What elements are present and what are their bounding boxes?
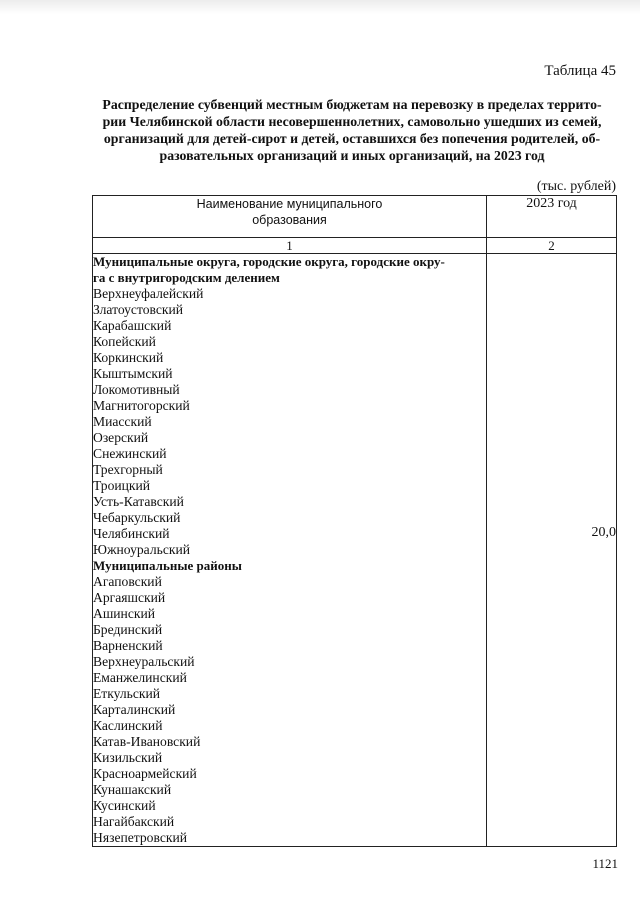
column-header-line: образования: [252, 213, 327, 227]
municipality-name: Варненский: [93, 638, 163, 653]
municipality-name: Кусинский: [93, 798, 156, 813]
title-line: разовательных организаций и иных организаций, на 2023 год: [159, 148, 545, 163]
municipality-name: Нязепетровский: [93, 830, 188, 845]
group-title: га с внутригородским делением: [93, 270, 280, 285]
municipality-name: Каслинский: [93, 718, 163, 733]
group-title: Муниципальные районы: [93, 558, 242, 573]
municipality-name: Южноуральский: [93, 542, 191, 557]
header-row: [93, 196, 617, 238]
municipality-name: Златоустовский: [93, 302, 184, 317]
municipality-name: Усть-Катавский: [93, 494, 184, 509]
municipality-name: Еткульский: [93, 686, 161, 701]
municipality-name: Миасский: [93, 414, 152, 429]
municipality-name: Магнитогорский: [93, 398, 190, 413]
municipality-name: Ашинский: [93, 606, 156, 621]
column-number-row: [93, 238, 617, 254]
subsidy-table: [92, 195, 617, 847]
municipality-name: Локомотивный: [93, 382, 180, 397]
municipality-name: Кунашакский: [93, 782, 172, 797]
page-number: 1121: [592, 856, 618, 871]
group-title: Муниципальные округа, городские округа, городские окру-: [93, 254, 445, 269]
table-title: [88, 96, 616, 164]
municipality-name: Брединский: [93, 622, 163, 637]
municipality-list: [93, 254, 487, 847]
municipality-name: Троицкий: [93, 478, 151, 493]
municipality-name: Трехгорный: [93, 462, 163, 477]
title-line: организаций для детей-сирот и детей, оставшихся без попечения родителей, об-: [103, 131, 601, 146]
municipality-name: Верхнеуфалейский: [93, 286, 204, 301]
column-number-1: 1: [93, 238, 487, 254]
municipality-name: Красноармейский: [93, 766, 197, 781]
municipality-name: Агаповский: [93, 574, 162, 589]
municipality-name: Аргаяшский: [93, 590, 166, 605]
municipality-name: Кизильский: [93, 750, 163, 765]
column-number-2: 2: [487, 238, 617, 254]
municipality-name: Кыштымский: [93, 366, 173, 381]
table-number: Таблица 45: [544, 63, 616, 79]
column-header-year: 2023 год: [487, 196, 617, 238]
subsidy-value: 20,0: [591, 525, 616, 540]
municipality-name: Чебаркульский: [93, 510, 181, 525]
municipality-name: Снежинский: [93, 446, 167, 461]
municipality-name: Нагайбакский: [93, 814, 175, 829]
municipality-name: Верхнеуральский: [93, 654, 195, 669]
scan-edge-shadow: [0, 0, 640, 14]
subsidy-value-cell: [487, 254, 617, 847]
body-row: [93, 254, 617, 847]
column-header-municipality: [93, 196, 487, 238]
municipality-name: Карабашский: [93, 318, 172, 333]
municipality-name: Еманжелинский: [93, 670, 187, 685]
municipality-name: Катав-Ивановский: [93, 734, 201, 749]
municipality-name: Челябинский: [93, 526, 170, 541]
municipality-name: Копейский: [93, 334, 156, 349]
column-header-line: Наименование муниципального: [196, 197, 383, 211]
title-line: рии Челябинской области несовершеннолетних, самовольно ушедших из семей,: [102, 114, 602, 129]
municipality-name: Карталинский: [93, 702, 176, 717]
municipality-name: Озерский: [93, 430, 149, 445]
municipality-name: Коркинский: [93, 350, 164, 365]
title-line: Распределение субвенций местным бюджетам на перевозку в пределах террито-: [102, 97, 602, 112]
units-label: (тыс. рублей): [536, 179, 616, 194]
